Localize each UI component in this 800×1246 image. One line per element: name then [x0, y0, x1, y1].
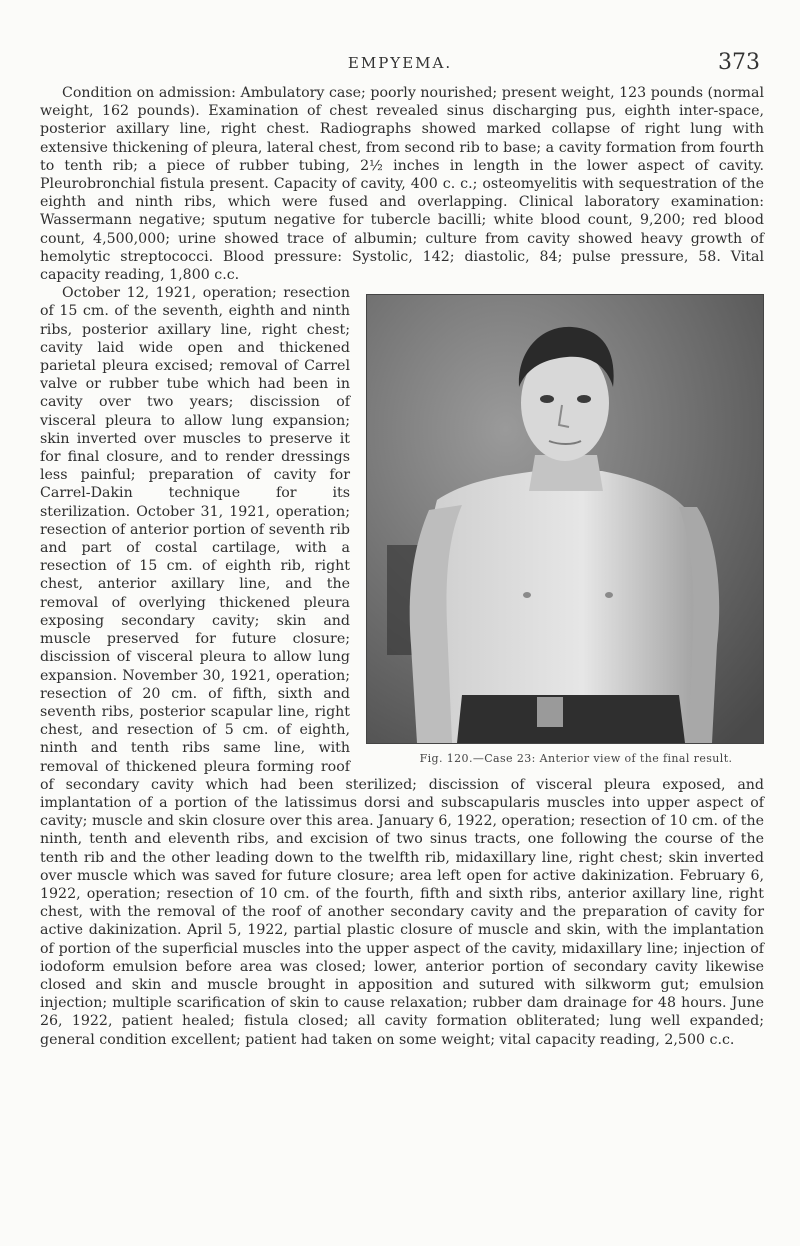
patient-photo — [366, 294, 764, 744]
paragraph-condition-on-admission: Condition on admission: Ambulatory case; poorly nourished; present weight, 123 pounds (normal weight, 162 pounds). Examination of chest revealed sinus discharging pus, eighth inter-space, posterior axillary line, right chest. Radiographs showed marked collapse of right lung with extensive thickening of pleura, lateral chest, from second rib to base; a cavity formation from fourth to tenth rib; a piece of rubber tubing, 2½ inches in length in the lower aspect of cavity. Pleurobronchial fistula present. Capacity of cavity, 400 c. c.; osteomyelitis with sequestration of the eighth and ninth ribs, which were fused and overlapping. Clinical laboratory examination: Wassermann negative; sputum negative for tubercle bacilli; white blood count, 9,200; red blood count, 4,500,000; urine showed trace of albumin; culture from cavity showed heavy growth of hemolytic streptococci. Blood pressure: Systolic, 142; diastolic, 84; pulse pressure, 58. Vital capacity reading, 1,800 c.c. — [40, 85, 764, 284]
running-head — [0, 50, 800, 80]
paragraph-operations — [40, 284, 764, 1049]
running-head-title: EMPYEMA. — [347, 54, 453, 72]
figure-caption: Fig. 120.—Case 23: Anterior view of the final result. — [419, 752, 733, 766]
figure-120 — [366, 294, 764, 765]
page-number: 373 — [718, 50, 760, 75]
body-text — [40, 84, 764, 1049]
paragraph-operations-text: October 12, 1921, operation; resection of 15 cm. of the seventh, eighth and ninth ribs, posterior axillary line, right chest; cavity laid wide open and thickened parietal pleura excised; removal of Carrel valve or rubber tube which had been in cavity over two years; discission of visceral pleura to allow lung expansion; skin inverted over muscles to preserve it for final closure, and to render dressings less painful; preparation of cavity for Carrel-Dakin technique for its sterilization. October 31, 1921, operation; resection of anterior portion of seventh rib and part of costal cartilage, with a resection of 15 cm. of eighth rib, right chest, anterior axillary line, and the removal of overlying thickened pleura exposing secondary cavity; skin and muscle preserved for future closure; discission of visceral pleura to allow lung expansion. November 30, 1921, operation; resection of 20 cm. of fifth, sixth and seventh ribs, posterior scapular line, right chest, and resection of 5 cm. of eighth, ninth and tenth ribs same line, with removal of thickened pleura forming roof of secondary cavity which had been sterilized; discission of visceral pleura exposed, and implantation of a portion of the latissimus dorsi and subscapularis muscles into upper aspect of cavity; muscle and skin closure over this area. January 6, 1922, operation; resection of 10 cm. of the ninth, tenth and eleventh ribs, and excision of two sinus tracts, one following the course of the tenth rib and the other leading down to the twelfth rib, midaxillary line, right chest; skin inverted over muscle which was saved for future closure; area left open for active dakinization. February 6, 1922, operation; resection of 10 cm. of the fourth, fifth and sixth ribs, anterior axillary line, right chest, with the removal of the roof of another secondary cavity and the preparation of cavity for active dakinization. April 5, 1922, partial plastic closure of muscle and skin, with the implantation of portion of the superficial muscles into the upper aspect of the cavity, midaxillary line; injection of iodoform emulsion before area was closed; lower, anterior portion of secondary cavity likewise closed and skin and muscle brought in apposition and sutured with silkworm gut; emulsion injection; multiple scarification of skin to cause relaxation; rubber dam drainage for 48 hours. June 26, 1922, patient healed; fistula closed; all cavity formation obliterated; lung well expanded; general condition excellent; patient had taken on some weight; vital capacity reading, 2,500 c.c. — [40, 285, 765, 1048]
